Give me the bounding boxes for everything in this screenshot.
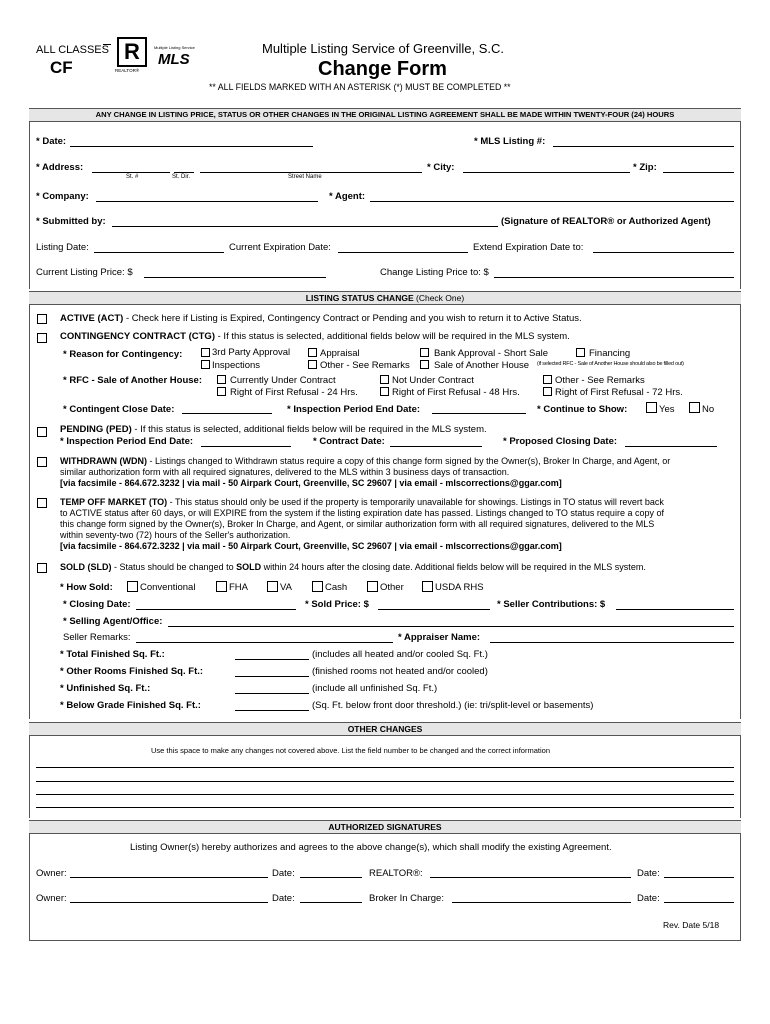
- divider: [103, 44, 111, 45]
- how-sold-other-label: Other: [380, 582, 404, 593]
- city-label: * City:: [427, 162, 455, 173]
- how-sold-cash-label: Cash: [325, 582, 348, 593]
- sqft-unfinished-label: * Unfinished Sq. Ft.:: [60, 683, 151, 694]
- continue-show-no-checkbox[interactable]: [689, 402, 700, 413]
- broker-field[interactable]: [452, 902, 631, 903]
- seller-contrib-label: * Seller Contributions: $: [497, 599, 606, 610]
- reason-appraisal-label: Appraisal: [320, 348, 360, 359]
- sqft-other-note: (finished rooms not heated and/or cooled): [312, 666, 488, 677]
- how-sold-usda-label: USDA RHS: [435, 582, 484, 593]
- how-sold-conventional-checkbox[interactable]: [127, 581, 138, 592]
- agent-field[interactable]: [370, 201, 734, 202]
- class-code: CF: [50, 58, 73, 77]
- ped-option: PENDING (PED) - If this status is selected, additional fields below will be required in the MLS system.: [60, 424, 487, 435]
- owner-2-field[interactable]: [70, 902, 268, 903]
- change-price-label: Change Listing Price to: $: [380, 267, 489, 278]
- reason-inspections-label: Inspections: [212, 360, 261, 371]
- zip-label: * Zip:: [633, 162, 657, 173]
- listing-date-field[interactable]: [94, 252, 224, 253]
- sqft-total-field[interactable]: [235, 659, 309, 660]
- submitted-by-field[interactable]: [112, 226, 498, 227]
- rfc-under-contract-checkbox[interactable]: [217, 375, 226, 384]
- ped-closing-label: * Proposed Closing Date:: [503, 436, 618, 447]
- to-contact: [via facsimile - 864.672.3232 | via mail - 50 Airpark Court, Greenville, SC 29607 | via email - mlscorrections@ggar.com]: [60, 541, 562, 551]
- how-sold-label: * How Sold:: [60, 582, 113, 593]
- city-field[interactable]: [463, 172, 630, 173]
- sqft-other-field[interactable]: [235, 676, 309, 677]
- reason-bank-label: Bank Approval - Short Sale: [434, 348, 549, 359]
- how-sold-fha-checkbox[interactable]: [216, 581, 227, 592]
- reason-financing-checkbox[interactable]: [576, 348, 585, 357]
- ctg-checkbox[interactable]: [37, 333, 47, 343]
- realtor-field[interactable]: [430, 877, 631, 878]
- other-changes-line-4[interactable]: [36, 807, 734, 808]
- rfc-not-under-contract-label: Not Under Contract: [392, 375, 474, 386]
- selling-agent-field[interactable]: [168, 626, 734, 627]
- rfc-72-checkbox[interactable]: [543, 387, 552, 396]
- how-sold-usda-checkbox[interactable]: [422, 581, 433, 592]
- ped-closing-field[interactable]: [625, 446, 717, 447]
- notice-bar: ANY CHANGE IN LISTING PRICE, STATUS OR OTHER CHANGES IN THE ORIGINAL LISTING AGREEMENT SHALL BE MADE WITHIN TWENTY-FOUR (24) HOURS: [29, 108, 741, 122]
- ped-contract-label: * Contract Date:: [313, 436, 385, 447]
- contingent-close-field[interactable]: [182, 413, 272, 414]
- how-sold-va-checkbox[interactable]: [267, 581, 278, 592]
- reason-other-label: Other - See Remarks: [320, 360, 410, 371]
- signatures-header: AUTHORIZED SIGNATURES: [29, 820, 741, 834]
- realtor-date-label: Date:: [637, 868, 660, 879]
- st-num-caption: St. #: [126, 174, 139, 180]
- seller-contrib-field[interactable]: [616, 609, 734, 610]
- date-label: * Date:: [36, 136, 67, 147]
- wdn-text: similar authorization form with all required signatures, delivered to the MLS within 3 business days of transaction.: [60, 467, 510, 477]
- ctg-inspection-end-field[interactable]: [432, 413, 526, 414]
- signatures-statement: Listing Owner(s) hereby authorizes and agrees to the above change(s), which shall modify the existing Agreement.: [130, 842, 612, 853]
- seller-remarks-label: Seller Remarks:: [63, 632, 131, 643]
- sqft-total-label: * Total Finished Sq. Ft.:: [60, 649, 165, 660]
- realtor-date-field[interactable]: [664, 877, 734, 878]
- rfc-48-label: Right of First Refusal - 48 Hrs.: [392, 387, 520, 398]
- how-sold-conventional-label: Conventional: [140, 582, 196, 593]
- company-label: * Company:: [36, 191, 89, 202]
- other-changes-line-1[interactable]: [36, 767, 734, 768]
- closing-date-label: * Closing Date:: [63, 599, 131, 610]
- reason-label: * Reason for Contingency:: [63, 349, 183, 360]
- sold-price-label: * Sold Price: $: [305, 599, 369, 610]
- ped-contract-field[interactable]: [390, 446, 482, 447]
- appraiser-field[interactable]: [490, 642, 734, 643]
- broker-date-label: Date:: [637, 893, 660, 904]
- contingent-close-label: * Contingent Close Date:: [63, 404, 175, 415]
- mls-logo-icon: Multiple Listing Service MLS: [154, 45, 195, 68]
- sqft-unfinished-field[interactable]: [235, 693, 309, 694]
- page-title: Change Form: [318, 58, 447, 80]
- rfc-not-under-contract-checkbox[interactable]: [380, 375, 389, 384]
- rfc-24-checkbox[interactable]: [217, 387, 226, 396]
- rfc-other-checkbox[interactable]: [543, 375, 552, 384]
- other-changes-line-2[interactable]: [36, 781, 734, 782]
- street-dir-field[interactable]: [174, 172, 194, 173]
- active-checkbox[interactable]: [37, 314, 47, 324]
- realtor-logo-icon: R: [117, 37, 147, 67]
- continue-show-no-label: No: [702, 404, 715, 415]
- to-checkbox[interactable]: [37, 498, 47, 508]
- to-text-4: within seventy-two (72) hours of the Seller's authorization.: [60, 530, 291, 540]
- realtor-label: REALTOR®:: [369, 868, 423, 879]
- date-field[interactable]: [70, 146, 313, 147]
- submitted-by-label: * Submitted by:: [36, 216, 106, 227]
- rfc-label: * RFC - Sale of Another House:: [63, 375, 202, 386]
- sld-option: SOLD (SLD) - Status should be changed to SOLD within 24 hours after the closing date. Additional fields below will be required in the MLS system.: [60, 562, 646, 572]
- continue-show-yes-checkbox[interactable]: [646, 402, 657, 413]
- sqft-below-label: * Below Grade Finished Sq. Ft.:: [60, 700, 201, 711]
- ped-checkbox[interactable]: [37, 427, 47, 437]
- mls-number-label: * MLS Listing #:: [474, 136, 546, 147]
- ped-inspection-field[interactable]: [201, 446, 291, 447]
- owner-2-label: Owner:: [36, 893, 67, 904]
- selling-agent-label: * Selling Agent/Office:: [63, 616, 163, 627]
- how-sold-va-label: VA: [280, 582, 292, 593]
- closing-date-field[interactable]: [136, 609, 296, 610]
- street-number-field[interactable]: [92, 172, 170, 173]
- extend-expiration-label: Extend Expiration Date to:: [473, 242, 584, 253]
- how-sold-cash-checkbox[interactable]: [312, 581, 323, 592]
- to-option: TEMP OFF MARKET (TO) - This status should only be used if the property is temporarily unavailable for showings. Listings in TO status will revert back: [60, 497, 664, 507]
- change-price-field[interactable]: [494, 277, 734, 278]
- reason-sale-house-checkbox[interactable]: [420, 360, 429, 369]
- wdn-checkbox[interactable]: [37, 457, 47, 467]
- other-changes-header: OTHER CHANGES: [29, 722, 741, 736]
- reason-other-checkbox[interactable]: [308, 360, 317, 369]
- sld-checkbox[interactable]: [37, 563, 47, 573]
- rfc-48-checkbox[interactable]: [380, 387, 389, 396]
- realtor-logo-text: REALTOR®: [115, 68, 140, 73]
- reason-3rd-party-checkbox[interactable]: [201, 348, 210, 357]
- reason-sale-house-label: Sale of Another House: [434, 360, 530, 371]
- other-changes-line-3[interactable]: [36, 794, 734, 795]
- all-classes-label: ALL CLASSES: [36, 44, 109, 56]
- rev-date: Rev. Date 5/18: [663, 920, 720, 930]
- rfc-note: (if selected RFC - Sale of Another House should also be filled out): [537, 361, 684, 367]
- rfc-under-contract-label: Currently Under Contract: [230, 375, 336, 386]
- owner-2-date-field[interactable]: [300, 902, 362, 903]
- agent-label: * Agent:: [329, 191, 366, 202]
- current-expiration-label: Current Expiration Date:: [229, 242, 331, 253]
- owner-1-field[interactable]: [70, 877, 268, 878]
- rfc-72-label: Right of First Refusal - 72 Hrs.: [555, 387, 683, 398]
- address-label: * Address:: [36, 162, 84, 173]
- reason-appraisal-checkbox[interactable]: [308, 348, 317, 357]
- required-note: ** ALL FIELDS MARKED WITH AN ASTERISK (*) MUST BE COMPLETED **: [209, 82, 511, 92]
- current-price-label: Current Listing Price: $: [36, 267, 133, 278]
- reason-bank-checkbox[interactable]: [420, 348, 429, 357]
- continue-show-label: * Continue to Show:: [537, 404, 628, 415]
- sqft-unfinished-note: (include all unfinished Sq. Ft.): [312, 683, 438, 694]
- org-name: Multiple Listing Service of Greenville, S.C.: [262, 41, 505, 56]
- reason-3rd-party-label: 3rd Party Approval: [212, 347, 291, 358]
- zip-field[interactable]: [663, 172, 734, 173]
- signature-note: (Signature of REALTOR® or Authorized Agent): [501, 216, 711, 227]
- st-dir-caption: St. Dir.: [172, 174, 191, 180]
- sqft-other-label: * Other Rooms Finished Sq. Ft.:: [60, 666, 204, 677]
- active-option: ACTIVE (ACT) - Check here if Listing is Expired, Contingency Contract or Pending and you wish to return it to Active Status.: [60, 313, 582, 324]
- sqft-below-field[interactable]: [235, 710, 309, 711]
- listing-date-label: Listing Date:: [36, 242, 89, 253]
- ped-inspection-label: * Inspection Period End Date:: [60, 436, 194, 447]
- owner-2-date-label: Date:: [272, 893, 295, 904]
- rfc-other-label: Other - See Remarks: [555, 375, 645, 386]
- broker-date-field[interactable]: [664, 902, 734, 903]
- appraiser-label: * Appraiser Name:: [398, 632, 481, 643]
- status-header: LISTING STATUS CHANGE (Check One): [29, 291, 741, 305]
- reason-financing-label: Financing: [589, 348, 631, 359]
- sold-price-field[interactable]: [378, 609, 490, 610]
- current-price-field[interactable]: [144, 277, 326, 278]
- mls-number-field[interactable]: [553, 146, 734, 147]
- other-changes-instructions: Use this space to make any changes not covered above. List the field number to be changed and the correct information: [151, 746, 550, 755]
- continue-show-yes-label: Yes: [659, 404, 675, 415]
- current-expiration-field[interactable]: [338, 252, 468, 253]
- company-field[interactable]: [96, 201, 318, 202]
- to-text-2: to ACTIVE status after 60 days, or will EXPIRE from the system if the listing expiration date has passed. Listings changed to TO status require a copy of: [60, 508, 664, 518]
- rfc-24-label: Right of First Refusal - 24 Hrs.: [230, 387, 358, 398]
- how-sold-fha-label: FHA: [229, 582, 248, 593]
- owner-1-date-label: Date:: [272, 868, 295, 879]
- street-name-caption: Street Name: [288, 174, 322, 180]
- owner-1-label: Owner:: [36, 868, 67, 879]
- extend-expiration-field[interactable]: [593, 252, 734, 253]
- sqft-below-note: (Sq. Ft. below front door threshold.) (ie: tri/split-level or basements): [312, 700, 594, 711]
- how-sold-other-checkbox[interactable]: [367, 581, 378, 592]
- seller-remarks-field[interactable]: [136, 642, 393, 643]
- wdn-contact: [via facsimile - 864.672.3232 | via mail - 50 Airpark Court, Greenville, SC 29607 | via email - mlscorrections@ggar.com]: [60, 478, 562, 488]
- sqft-total-note: (includes all heated and/or cooled Sq. Ft.): [312, 649, 488, 660]
- ctg-option: CONTINGENCY CONTRACT (CTG) - If this status is selected, additional fields below will be required in the MLS system.: [60, 331, 570, 342]
- wdn-option: WITHDRAWN (WDN) - Listings changed to Withdrawn status require a copy of this change form signed by the Owner(s), Broker In Charge, and Agent, or: [60, 456, 671, 466]
- street-name-field[interactable]: [200, 172, 422, 173]
- broker-label: Broker In Charge:: [369, 893, 444, 904]
- reason-inspections-checkbox[interactable]: [201, 360, 210, 369]
- ctg-inspection-end-label: * Inspection Period End Date:: [287, 404, 421, 415]
- to-text-3: this change form signed by the Owner(s), Broker In Charge, and Agent, or similar authorization form with all required signatures, delivered to the MLS: [60, 519, 655, 529]
- owner-1-date-field[interactable]: [300, 877, 362, 878]
